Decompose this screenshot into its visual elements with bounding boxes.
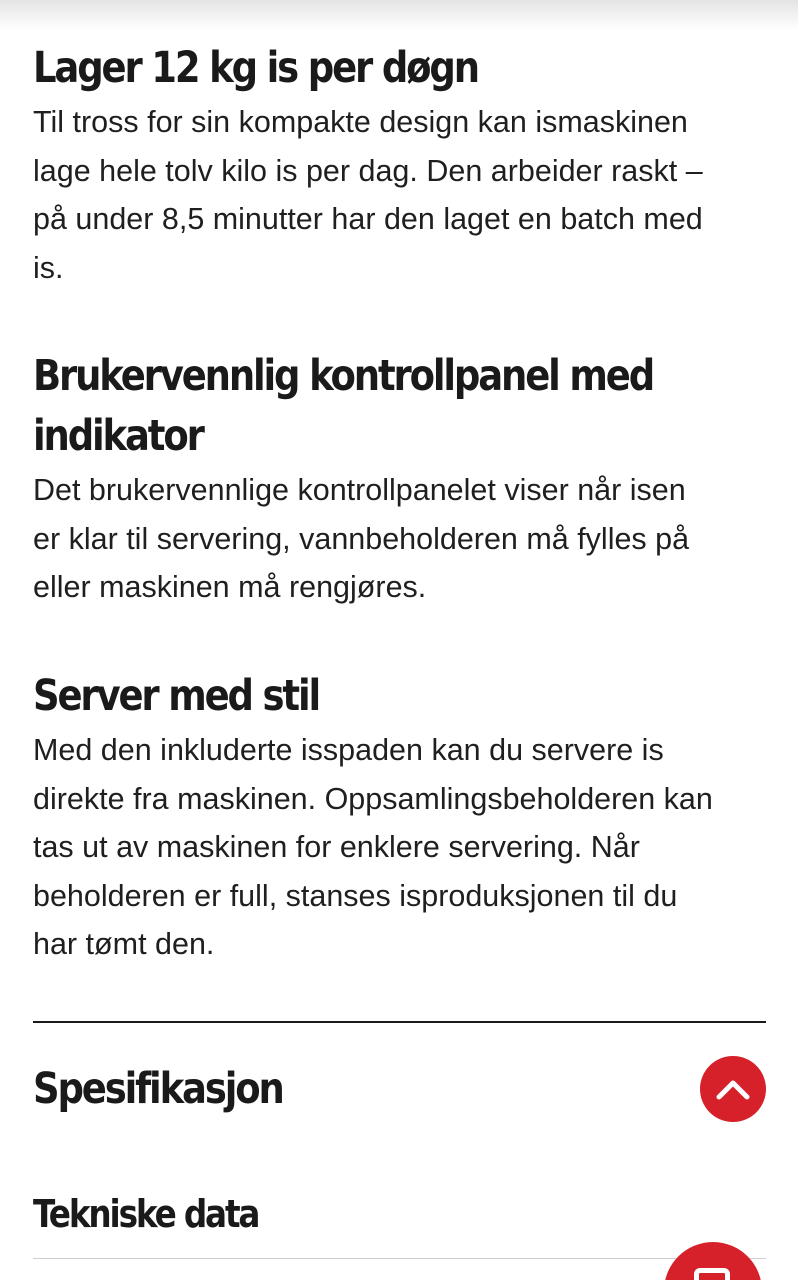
text-line: is. <box>33 250 64 285</box>
text-line: lage hele tolv kilo is per dag. Den arbeider raskt – <box>33 153 703 188</box>
chat-icon <box>694 1268 730 1280</box>
text-line: direkte fra maskinen. Oppsamlingsbeholderen kan <box>33 781 713 816</box>
specification-accordion-header[interactable] <box>33 1056 766 1122</box>
technical-data-title: Tekniske data <box>33 1192 259 1236</box>
chevron-up-icon <box>716 1078 750 1100</box>
text-line: Med den inkluderte isspaden kan du servere is <box>33 733 664 767</box>
text-line: eller maskinen må rengjøres. <box>33 570 427 604</box>
feature-section-control-panel <box>33 346 766 612</box>
feature-heading: Server med stil <box>33 671 320 721</box>
feature-text <box>33 726 766 969</box>
table-divider <box>33 1258 766 1259</box>
text-line: på under 8,5 minutter har den laget en batch med <box>33 202 703 236</box>
header-shadow <box>0 0 798 30</box>
feature-text <box>33 466 766 612</box>
feature-section-capacity <box>33 38 766 292</box>
text-line: har tømt den. <box>33 927 215 961</box>
feature-text <box>33 98 766 292</box>
chat-button[interactable] <box>664 1242 762 1280</box>
feature-section-serving <box>33 666 766 969</box>
collapse-specification-button[interactable] <box>700 1056 766 1122</box>
text-line: Til tross for sin kompakte design kan ismaskinen <box>33 105 688 139</box>
text-line: tas ut av maskinen for enklere servering. Når <box>33 830 640 864</box>
heading-line: Brukervennlig kontrollpanel med <box>33 351 654 401</box>
section-divider <box>33 1021 766 1023</box>
feature-heading: Lager 12 kg is per døgn <box>33 43 478 93</box>
text-line: beholderen er full, stanses isproduksjonen til du <box>33 878 678 913</box>
text-line: er klar til servering, vannbeholderen må fylles på <box>33 521 690 556</box>
specification-title: Spesifikasjon <box>33 1064 283 1114</box>
feature-heading <box>33 346 663 466</box>
heading-line: indikator <box>33 411 203 461</box>
text-line: Det brukervennlige kontrollpanelet viser når isen <box>33 473 686 507</box>
